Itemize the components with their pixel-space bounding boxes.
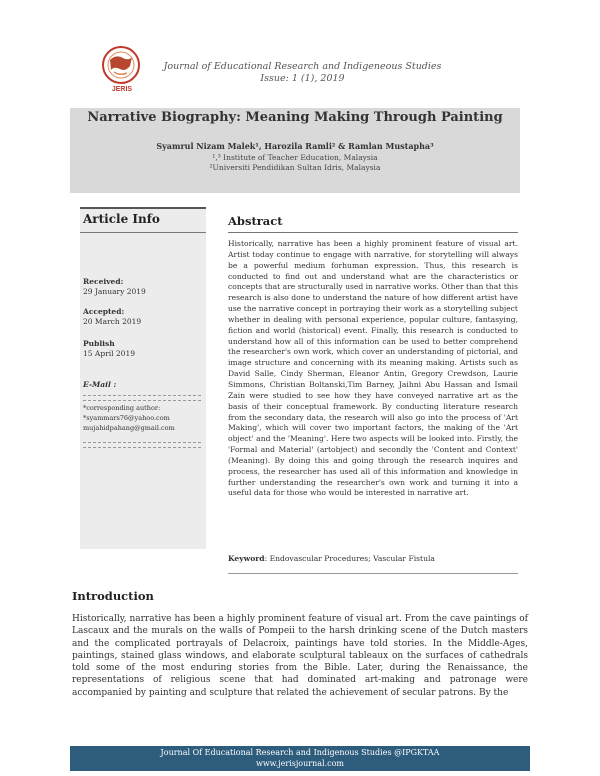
abstract-divider — [228, 232, 518, 233]
introduction-text: Historically, narrative has been a highly prominent feature of visual art. From the cave paintings of Lascaux and the murals on the walls of Pompeii to the harsh drinking scene of the Dutch masters and the complicated portrayals of Delacroix, paintings have told stories. In the Middle-Ages, paintings, stained glass windows, and elaborate sculptural tableaux on the surfaces of cathedrals told some of the most enduring stories from the Bible. Later, during the Renaissance, the representations of religious scene that had dominated art-making and patronage were accompanied by painting and sculpture that related the achievement of secular patrons. By the — [72, 614, 528, 698]
corresponding-author-label: *corresponding author: — [83, 404, 161, 412]
email-label: E-Mail : — [83, 380, 117, 389]
affiliation-2: ²Universiti Pendidikan Sultan Idris, Malaysia — [209, 163, 381, 172]
keyword-text: : Endovascular Procedures; Vascular Fistula — [264, 554, 435, 563]
accepted-label: Accepted: — [83, 307, 125, 316]
journal-issue: Issue: 1 (1), 2019 — [260, 73, 345, 84]
keyword-line — [228, 554, 518, 563]
affiliation-1: ¹,³ Institute of Teacher Education, Malaysia — [212, 153, 378, 162]
footer-url[interactable]: www.jerisjournal.com — [255, 759, 345, 768]
publish-date: 15 April 2019 — [83, 349, 135, 358]
footer-journal: Journal Of Educational Research and Indigenous Studies @IPGKTAA — [160, 748, 440, 757]
received-date: 29 January 2019 — [83, 287, 146, 296]
keyword-label: Keyword — [228, 554, 265, 563]
journal-header — [155, 61, 450, 85]
accepted-date: 20 March 2019 — [83, 317, 142, 326]
email-address-1[interactable]: *syammars76@yahoo.com — [83, 414, 170, 422]
paper-title: Narrative Biography: Meaning Making Through Painting — [87, 110, 503, 125]
info-bottom-divider-2 — [83, 447, 201, 448]
logo-wordmark: JERIS — [111, 86, 133, 93]
article-info-heading: Article Info — [83, 212, 160, 226]
introduction-heading: Introduction — [72, 589, 154, 603]
journal-name: Journal of Educational Research and Indigeneous Studies — [163, 61, 442, 72]
article-info-panel — [80, 207, 206, 549]
info-bottom-divider — [83, 442, 201, 443]
keyword-divider — [228, 573, 518, 574]
publish-label: Publish — [83, 339, 115, 348]
abstract-heading: Abstract — [228, 214, 283, 228]
article-info-divider — [80, 232, 206, 233]
abstract-text: Historically, narrative has been a highly prominent feature of visual art. Artist today continue to engage with narrative, for storytelling will always be a powerful medium forhuman expression. Thus, this research is conducted to find out and understand what are the characteristics or concepts that are structurally used in narrative works. Other than that this research is also done to understand the nature of how different artist have use the narrative concept in portraying their work as a storytelling subject whether in dealing with personal experience, popular culture, fantasying, fiction and world (historical) event. Finally, this research is conducted to understand how all of this information can be used to better comprehend the researcher's own work, which cover an understanding of pictorial, and image structure and concerning with its meaning making. Artists such as David Salle, Cindy Sherman, Eleanor Antin, Gregory Crewdson, Laurie Simmons, Christian Boltanski,Tim Barney, Jaihni Abu Hassan and Ismail Zain were studied to see how they have conveyed narrative art as the basis of their conceptual framework. By conducting literature research from the secondary data, the research will also go into the process of 'Art Making', which will cover two important factors, the making of the 'Art object' and the 'Meaning'. Here two aspects will be looked into. Firstly, the 'Formal and Material' (artobject) and secondly the 'Content and Context' (Meaning). By doing this and going through the research inquires and process, the researcher has used all of this information and knowledge in further understanding the researcher's own work and turning it into a useful data for those who would be interested in narrative art. — [228, 239, 518, 498]
page-footer — [70, 746, 530, 771]
paper-authors: Syamrul Nizam Malek¹, Harozila Ramli² & Ramlan Mustapha³ — [156, 141, 434, 151]
email-divider — [83, 395, 201, 396]
received-label: Received: — [83, 277, 124, 286]
email-divider-2 — [83, 400, 201, 401]
email-address-2[interactable]: mujahidpahang@gmail.com — [83, 424, 175, 432]
